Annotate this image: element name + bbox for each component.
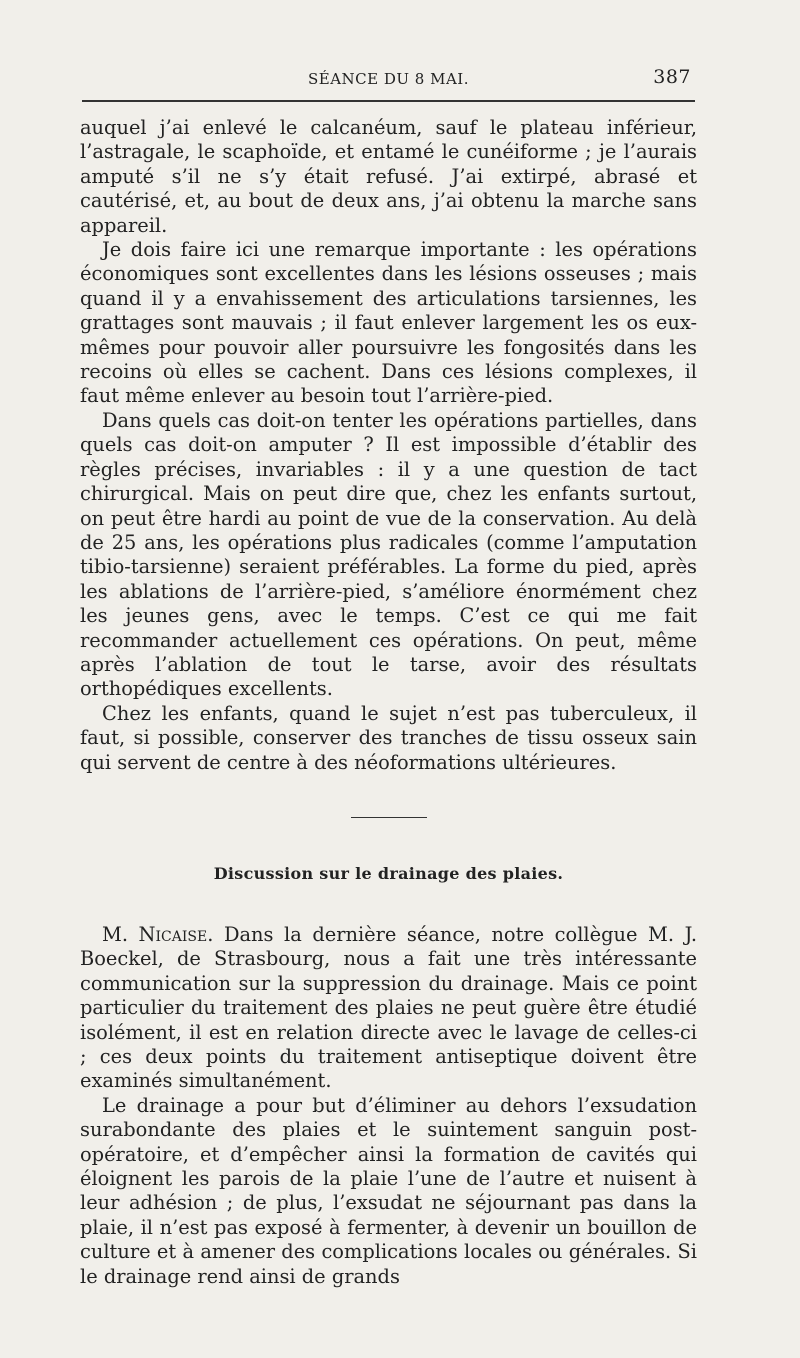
paragraph: [80, 923, 697, 1094]
body-text-top: [80, 116, 697, 775]
header-rule: [82, 100, 695, 102]
paragraph: auquel j’ai enlevé le calcanéum, sauf le plateau inférieur, l’astragale, le scaphoïde, et entamé le cunéiforme ; je l’aurais amputé s’il ne s’y était refusé. J’ai extirpé, abrasé et cautérisé, et, au bout de deux ans, j’ai obtenu la marche sans appareil.: [80, 116, 697, 237]
body-text-bottom: [80, 923, 697, 1289]
paragraph: Dans quels cas doit-on tenter les opérations partielles, dans quels cas doit-on amputer ? Il est impossible d’établir des règles précises, invariables : il y a une question de tact chirurgical. Mais on peut dire que, chez les enfants surtout, on peut être hardi au point de vue de la conservation. Au delà de 25 ans, les opérations plus radicales (comme l’amputation tibio-tarsienne) seraient préférables. La forme du pied, après les ablations de l’arrière-pied, s’améliore énormément chez les jeunes gens, avec le temps. C’est ce qui me fait recommander actuellement ces opérations. On peut, même après l’ablation de tout le tarse, avoir des résultats orthopédiques excellents.: [80, 408, 697, 701]
running-head: [80, 66, 697, 94]
paragraph: Le drainage a pour but d’éliminer au dehors l’exsudation surabondante des plaies et le suintement sanguin post-opératoire, et d’empêcher ainsi la formation de cavités qui éloignent les parois de la plaie l’une de l’autre et nuisent à leur adhésion ; de plus, l’exsudat ne séjournant pas dans la plaie, il n’est pas exposé à fermenter, à devenir un bouillon de culture et à amener des complications locales ou générales. Si le drainage rend ainsi de grands: [80, 1093, 697, 1288]
section-divider: [351, 817, 427, 818]
paragraph-text: Dans la dernière séance, notre collègue M. J. Boeckel, de Strasbourg, nous a fait une très intéressante communication sur la suppression du drainage. Mais ce point particulier du traitement des plaies ne peut guère être étudié isolément, il est en relation directe avec le lavage de celles-ci ; ces deux points du traitement antiseptique doivent être examinés simultanément.: [80, 922, 697, 1093]
paragraph: Chez les enfants, quand le sujet n’est pas tuberculeux, il faut, si possible, conserver des tranches de tissu osseux sain qui servent de centre à des néoformations ultérieures.: [80, 701, 697, 774]
page-number: 387: [653, 66, 691, 88]
running-title: SÉANCE DU 8 MAI.: [307, 70, 469, 88]
document-page: [80, 66, 697, 1289]
speaker-name: M. Nicaise.: [102, 922, 214, 946]
section-title: Discussion sur le drainage des plaies.: [213, 863, 564, 883]
paragraph: Je dois faire ici une remarque importante : les opérations économiques sont excellentes dans les lésions osseuses ; mais quand il y a envahissement des articulations tarsiennes, les grattages sont mauvais ; il faut enlever largement les os eux-mêmes pour pouvoir aller poursuivre les fongosités dans les recoins où elles se cachent. Dans ces lésions complexes, il faut même enlever au besoin tout l’arrière-pied.: [80, 238, 697, 408]
